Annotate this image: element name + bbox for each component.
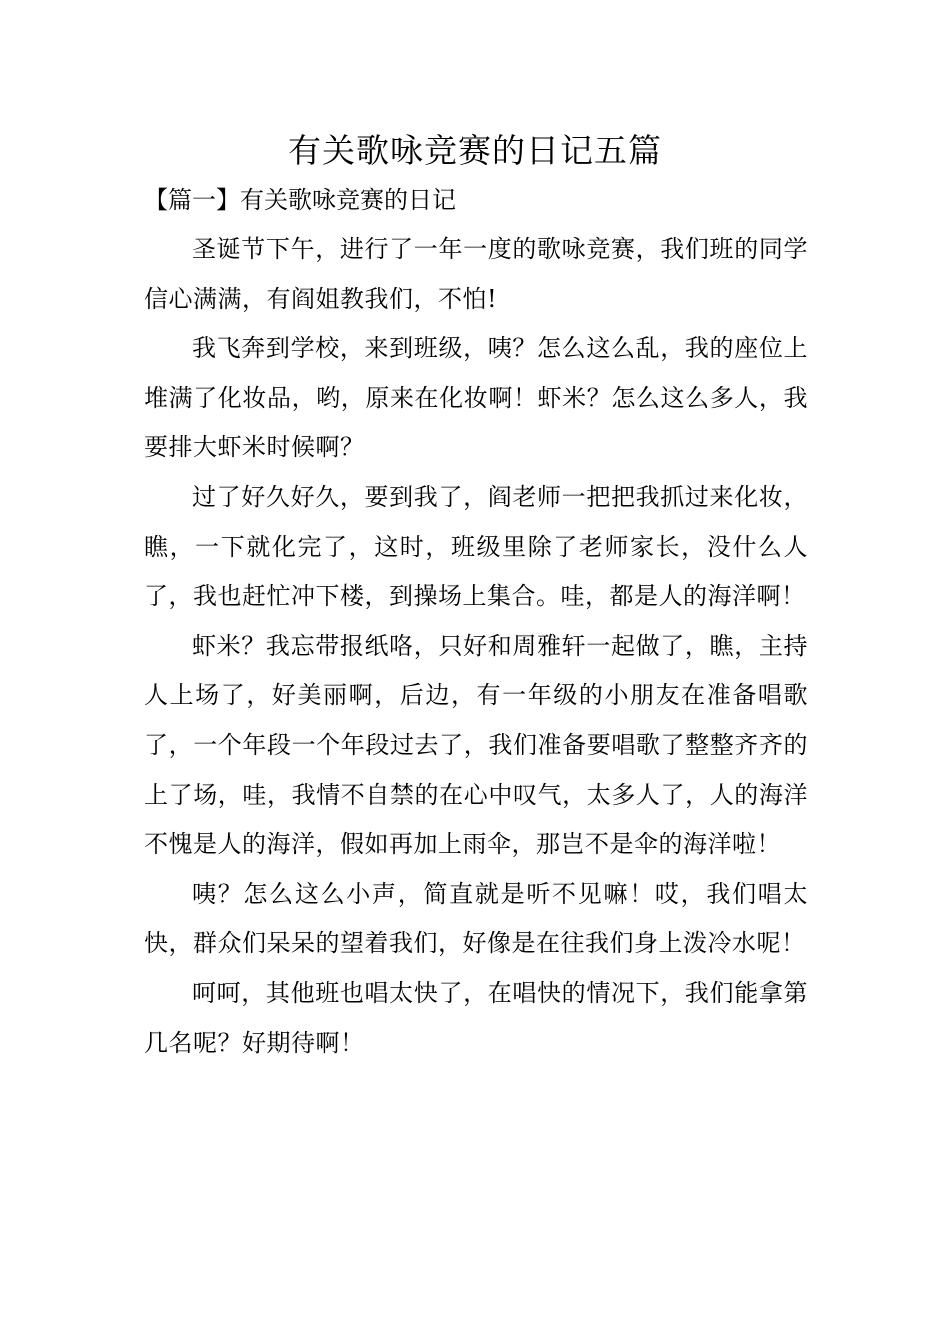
paragraph: 圣诞节下午，进行了一年一度的歌咏竞赛，我们班的同学信心满满，有阎姐教我们，不怕!	[144, 235, 808, 313]
paragraph: 过了好久好久，要到我了，阎老师一把把我抓过来化妆，瞧，一下就化完了，这时，班级里除了老师家长，没什么人了，我也赶忙冲下楼，到操场上集合。哇，都是人的海洋啊！	[144, 482, 808, 611]
paragraph: 呵呵，其他班也唱太快了，在唱快的情况下，我们能拿第几名呢？好期待啊！	[144, 978, 808, 1057]
document-title: 有关歌咏竞赛的日记五篇	[288, 131, 662, 170]
document-body	[144, 225, 808, 1068]
paragraph: 咦？怎么这么小声，简直就是听不见嘛！哎，我们唱太快，群众们呆呆的望着我们，好像是在往我们身上泼冷水呢！	[144, 879, 808, 958]
paragraph: 虾米？我忘带报纸咯，只好和周雅轩一起做了，瞧，主持人上场了，好美丽啊，后边，有一年级的小朋友在准备唱歌了，一个年段一个年段过去了，我们准备要唱歌了整整齐齐的上了场，哇，我情不自禁的在心中叹气，太多人了，人的海洋不愧是人的海洋，假如再加上雨伞，那岂不是伞的海洋啦！	[144, 631, 808, 859]
section-heading: 【篇一】有关歌咏竞赛的日记	[144, 186, 456, 214]
paragraph: 我飞奔到学校，来到班级，咦？怎么这么乱，我的座位上堆满了化妆品，哟，原来在化妆啊！虾米？怎么这么多人，我要排大虾米时候啊？	[144, 334, 808, 462]
